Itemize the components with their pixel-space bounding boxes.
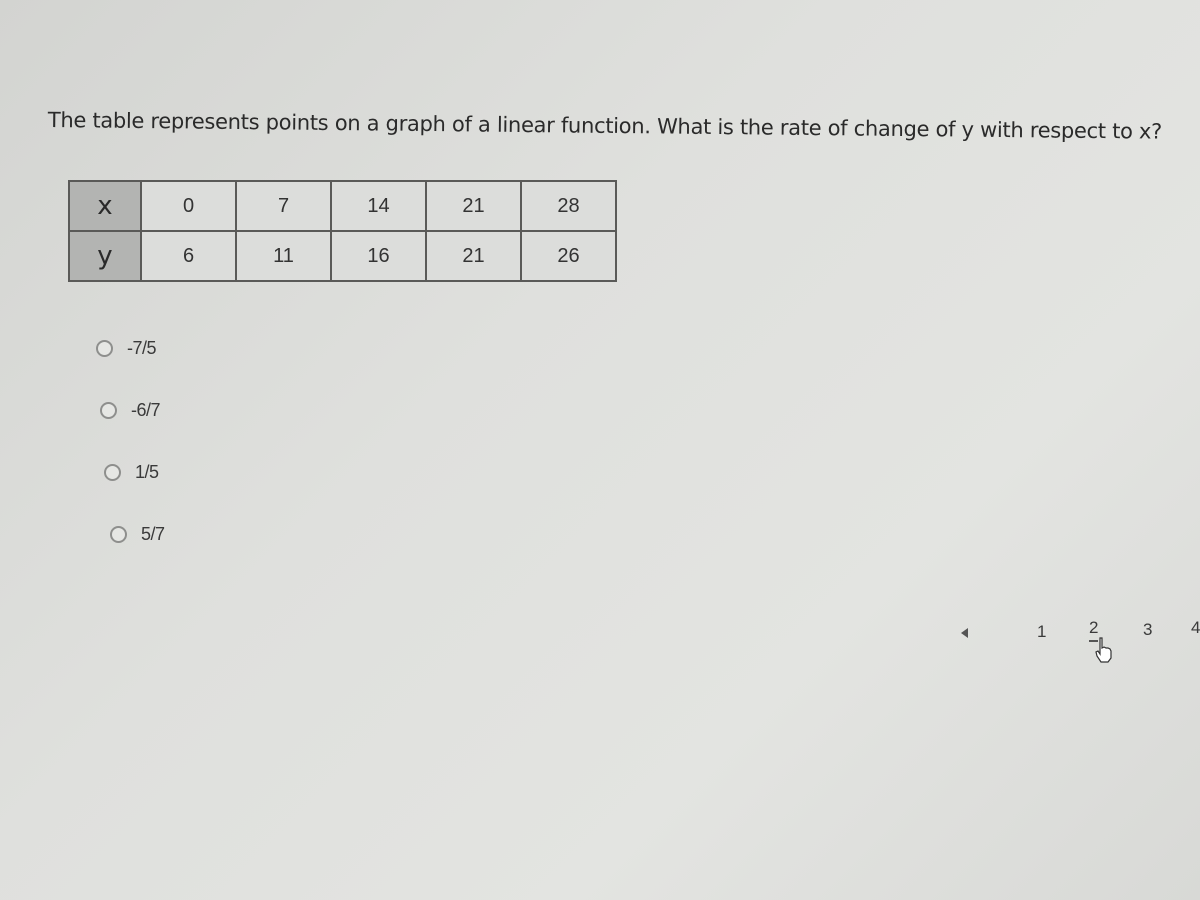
answer-option-4[interactable]: [110, 522, 165, 546]
pointer-hand-icon: [1093, 636, 1115, 664]
answer-option-2[interactable]: [100, 398, 160, 422]
answer-option-3[interactable]: [104, 460, 159, 484]
table-cell: 21: [426, 181, 521, 231]
page-link-4[interactable]: 4: [1191, 618, 1200, 637]
table-cell: 26: [521, 231, 616, 281]
option-label: 1/5: [135, 461, 159, 482]
data-table: [68, 180, 617, 282]
question-text: The table represents points on a graph of a linear function. What is the rate of change of y with respect to x?: [47, 108, 1163, 144]
page-link-3[interactable]: 3: [1143, 620, 1153, 639]
table-cell: 21: [426, 231, 521, 281]
option-label: -6/7: [131, 399, 161, 420]
radio-button[interactable]: [96, 340, 113, 357]
option-label: -7/5: [127, 337, 157, 358]
table-cell: 16: [331, 231, 426, 281]
table-cell: 7: [236, 181, 331, 231]
option-label: 5/7: [141, 523, 165, 544]
table-cell: 6: [141, 231, 236, 281]
radio-button[interactable]: [104, 464, 121, 481]
table-row-x: [69, 181, 616, 231]
radio-button[interactable]: [110, 526, 127, 543]
table-cell: 28: [521, 181, 616, 231]
page-link-2-current[interactable]: 2: [1089, 618, 1098, 642]
radio-button[interactable]: [100, 402, 117, 419]
table-row-y: [69, 231, 616, 281]
answer-option-1[interactable]: [96, 336, 156, 360]
table-cell: 11: [236, 231, 331, 281]
table-cell: 14: [331, 181, 426, 231]
prev-page-icon[interactable]: [961, 628, 968, 638]
row-header-y: y: [69, 231, 141, 281]
page-link-1[interactable]: 1: [1037, 622, 1047, 641]
table-cell: 0: [141, 181, 236, 231]
row-header-x: x: [69, 181, 141, 231]
pagination: [955, 612, 1200, 672]
